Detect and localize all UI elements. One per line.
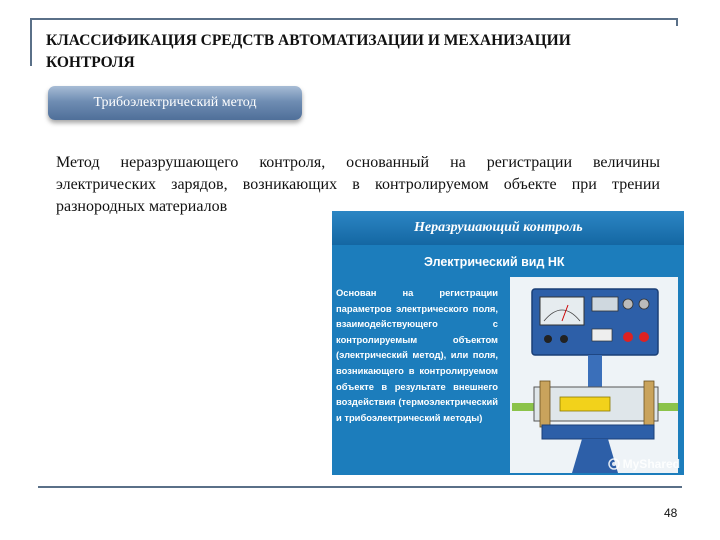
figure-header-text: Неразрушающий контроль [414,220,583,235]
knob-2 [639,299,649,309]
switch-2 [560,335,568,343]
display-window [592,297,618,311]
footer-divider [38,486,682,488]
figure-header [332,211,684,245]
figure-subtitle: Электрический вид НК [424,255,565,269]
roller-left [540,381,550,427]
watermark [608,457,680,471]
page-number: 48 [664,506,678,520]
watermark-text: MyShared [622,457,680,471]
figure-body [332,245,684,475]
instrument-illustration [504,277,680,475]
frame-top-line [30,18,678,20]
figure-panel [332,211,684,475]
method-label: Трибоэлектрический метод [93,95,257,110]
indicator-red-2 [639,332,649,342]
frame-left-line [30,18,32,66]
base-block [542,425,654,439]
watermark-icon [608,458,620,470]
knob-1 [623,299,633,309]
label-plate [592,329,612,341]
switch-1 [544,335,552,343]
indicator-red [623,332,633,342]
method-description: Метод неразрушающего контроля, основанный на регистрации величины электрических зарядов, возникающих в контролируемом объекте при трении разнородных материалов [56,154,660,215]
slide-title: КЛАССИФИКАЦИЯ СРЕДСТВ АВТОМАТИЗАЦИИ И МЕХАНИЗАЦИИ КОНТРОЛЯ [46,32,571,71]
frame-right-tick [676,18,678,26]
sample-yellow [560,397,610,411]
method-label-button [48,86,302,120]
figure-description: Основан на регистрации параметров электрического поля, взаимодействующего с контролируемым объектом (электрический метод), или поля, возникающего в контролируемом объекте в результате внешнего воздействия (термоэлектрический и трибоэлектрический методы) [336,287,498,423]
roller-right [644,381,654,427]
